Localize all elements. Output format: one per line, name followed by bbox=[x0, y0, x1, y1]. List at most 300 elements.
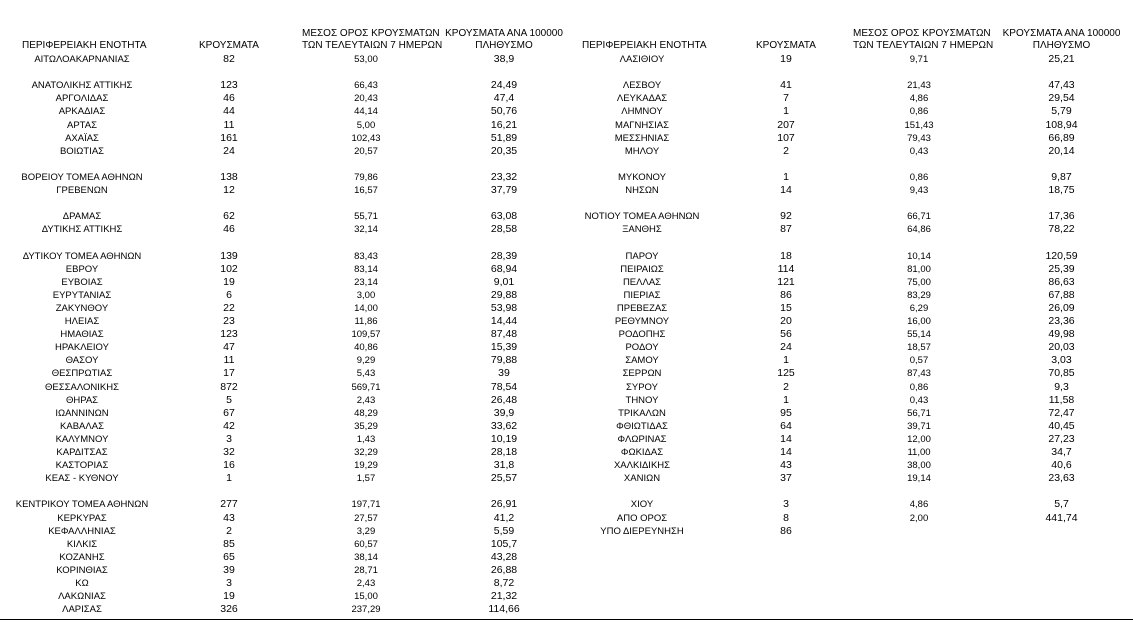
region-cell: ΠΑΡΟΥ bbox=[625, 250, 659, 262]
cases-cell: 95 bbox=[780, 406, 792, 419]
cases-cell: 14 bbox=[780, 432, 792, 445]
region-cell: ΛΑΚΩΝΙΑΣ bbox=[58, 591, 106, 603]
avg7-cell: 53,00 bbox=[354, 54, 378, 65]
cases-cell: 23 bbox=[223, 315, 235, 327]
per100k-cell: 29,54 bbox=[1048, 92, 1075, 105]
region-cell: ΥΠΟ ΔΙΕΡΕΥΝΗΣΗ bbox=[600, 525, 684, 537]
cases-cell: 46 bbox=[223, 223, 235, 236]
cases-cell: 24 bbox=[780, 341, 792, 354]
per100k-cell: 40,45 bbox=[1048, 419, 1075, 432]
table-row bbox=[0, 498, 560, 511]
table-row bbox=[560, 472, 1133, 485]
table-row bbox=[560, 132, 1133, 145]
table-row bbox=[560, 525, 1133, 538]
table-row bbox=[0, 433, 560, 446]
table-row bbox=[0, 223, 560, 236]
per100k-cell: 23,63 bbox=[1048, 472, 1075, 485]
region-cell: ΚΟΖΑΝΗΣ bbox=[59, 551, 105, 563]
table-row bbox=[560, 446, 1133, 459]
region-cell: ΛΑΡΙΣΑΣ bbox=[62, 604, 102, 616]
region-cell: ΣΕΡΡΩΝ bbox=[622, 368, 662, 380]
per100k-cell: 5,59 bbox=[493, 524, 515, 537]
table-row bbox=[560, 302, 1133, 315]
cases-cell: 161 bbox=[220, 131, 238, 144]
region-cell: ΘΕΣΣΑΛΟΝΙΚΗΣ bbox=[45, 381, 119, 393]
per100k-cell: 28,18 bbox=[490, 446, 518, 458]
per100k-cell: 10,19 bbox=[490, 432, 518, 445]
table-row bbox=[0, 171, 560, 184]
cases-cell: 65 bbox=[223, 550, 235, 563]
cases-cell: 138 bbox=[220, 170, 238, 183]
table-row bbox=[560, 250, 1133, 263]
cases-cell: 39 bbox=[223, 563, 235, 576]
table-row bbox=[560, 53, 1133, 66]
region-cell: ΔΥΤΙΚΟΥ ΤΟΜΕΑ ΑΘΗΝΩΝ bbox=[22, 250, 142, 262]
table-row bbox=[0, 263, 560, 276]
avg7-cell: 32,14 bbox=[354, 224, 378, 236]
table-row bbox=[560, 276, 1133, 289]
avg7-cell: 9,43 bbox=[909, 185, 929, 196]
cases-cell: 17 bbox=[223, 367, 235, 380]
table-row bbox=[0, 105, 560, 118]
cases-cell: 5 bbox=[226, 393, 232, 406]
avg7-cell: 11,86 bbox=[354, 316, 378, 327]
per100k-cell: 47,4 bbox=[493, 92, 515, 105]
cases-cell: 19 bbox=[223, 590, 235, 603]
region-cell: ΜΥΚΟΝΟΥ bbox=[618, 171, 666, 183]
avg7-cell: 5,00 bbox=[356, 119, 376, 131]
cases-cell: 139 bbox=[220, 249, 238, 262]
table-row bbox=[560, 92, 1133, 105]
per100k-cell: 28,39 bbox=[490, 249, 518, 262]
cases-cell: 16 bbox=[223, 459, 235, 472]
table-row bbox=[0, 394, 560, 407]
avg7-cell: 0,57 bbox=[909, 355, 929, 367]
avg7-cell: 12,00 bbox=[907, 433, 931, 445]
avg7-cell: 151,43 bbox=[904, 119, 934, 131]
per100k-cell: 39,9 bbox=[493, 406, 515, 419]
avg7-cell: 237,29 bbox=[351, 604, 381, 616]
table-row bbox=[0, 577, 560, 590]
table-row bbox=[0, 119, 560, 132]
region-cell: ΑΧΑΪΑΣ bbox=[65, 132, 99, 144]
region-cell: ΚΟΡΙΝΘΙΑΣ bbox=[56, 564, 108, 576]
per100k-cell: 8,72 bbox=[493, 577, 515, 589]
region-cell: ΘΗΡΑΣ bbox=[65, 394, 99, 406]
table-row bbox=[0, 53, 560, 66]
cases-cell: 8 bbox=[783, 511, 789, 524]
cases-cell: 1 bbox=[226, 472, 232, 485]
avg7-cell: 9,71 bbox=[909, 54, 929, 65]
region-cell: ΑΡΓΟΛΙΔΑΣ bbox=[55, 93, 109, 105]
table-row bbox=[0, 145, 560, 158]
region-cell: ΕΥΒΟΙΑΣ bbox=[61, 276, 103, 288]
avg7-cell: 10,14 bbox=[907, 250, 931, 262]
avg7-cell: 6,29 bbox=[909, 302, 929, 314]
per100k-cell: 24,49 bbox=[490, 79, 518, 92]
avg7-cell: 2,00 bbox=[909, 512, 929, 524]
table-row bbox=[0, 92, 560, 105]
region-cell: ΑΡΚΑΔΙΑΣ bbox=[58, 106, 106, 118]
cases-cell: 87 bbox=[780, 223, 792, 236]
cases-cell: 207 bbox=[777, 118, 795, 131]
cases-cell: 15 bbox=[780, 301, 792, 314]
cases-cell: 1 bbox=[783, 354, 789, 367]
per100k-cell: 87,48 bbox=[490, 328, 518, 341]
avg7-cell: 81,00 bbox=[907, 263, 931, 275]
region-cell: ΑΝΑΤΟΛΙΚΗΣ ΑΤΤΙΚΗΣ bbox=[31, 80, 133, 92]
region-cell: ΔΡΑΜΑΣ bbox=[62, 211, 102, 223]
per100k-cell: 47,43 bbox=[1048, 79, 1075, 92]
avg7-cell: 19,14 bbox=[907, 473, 931, 485]
cases-cell: 18 bbox=[780, 249, 792, 262]
region-cell: ΦΘΙΩΤΙΔΑΣ bbox=[616, 420, 668, 432]
region-cell: ΜΕΣΣΗΝΙΑΣ bbox=[614, 132, 670, 144]
avg7-cell: 27,57 bbox=[354, 512, 378, 524]
per100k-cell: 66,89 bbox=[1048, 131, 1075, 144]
table-row bbox=[560, 289, 1133, 302]
cases-cell: 86 bbox=[780, 288, 792, 301]
table-row bbox=[560, 119, 1133, 132]
cases-cell: 3 bbox=[226, 577, 232, 589]
per100k-cell: 120,59 bbox=[1045, 249, 1078, 262]
region-cell: ΕΥΡΥΤΑΝΙΑΣ bbox=[52, 289, 112, 301]
per100k-cell: 23,36 bbox=[1048, 315, 1075, 327]
header-per100k-line2: ΠΛΗΘΥΣΜΟ bbox=[1032, 40, 1091, 51]
avg7-cell: 83,29 bbox=[907, 289, 931, 301]
per100k-cell: 26,91 bbox=[490, 498, 518, 511]
avg7-cell: 3,00 bbox=[356, 289, 376, 301]
per100k-cell: 27,23 bbox=[1048, 432, 1075, 445]
avg7-cell: 40,86 bbox=[354, 342, 378, 354]
per100k-cell: 17,36 bbox=[1048, 210, 1075, 223]
table-row bbox=[560, 223, 1133, 236]
cases-cell: 20 bbox=[780, 315, 792, 327]
per100k-cell: 29,88 bbox=[490, 288, 518, 301]
table-row bbox=[0, 289, 560, 302]
cases-cell: 47 bbox=[223, 341, 235, 354]
per100k-cell: 50,76 bbox=[490, 105, 518, 118]
cases-cell: 121 bbox=[777, 275, 795, 288]
avg7-cell: 9,29 bbox=[356, 355, 376, 367]
avg7-cell: 55,14 bbox=[907, 329, 931, 341]
cases-cell: 14 bbox=[780, 184, 792, 196]
cases-cell: 123 bbox=[220, 79, 238, 92]
per100k-cell: 5,79 bbox=[1051, 105, 1072, 118]
avg7-cell: 4,86 bbox=[909, 93, 929, 105]
table-row bbox=[560, 420, 1133, 433]
table-row bbox=[560, 394, 1133, 407]
region-cell: ΡΟΔΟΠΗΣ bbox=[618, 329, 666, 341]
header-region: ΠΕΡΙΦΕΡΕΙΑΚΗ ΕΝΟΤΗΤΑ bbox=[22, 40, 147, 51]
avg7-cell: 102,43 bbox=[351, 132, 381, 144]
cases-cell: 82 bbox=[223, 53, 235, 65]
table-row bbox=[560, 105, 1133, 118]
avg7-cell: 64,86 bbox=[907, 224, 931, 236]
avg7-cell: 16,00 bbox=[907, 316, 931, 327]
per100k-cell: 78,54 bbox=[490, 380, 518, 393]
cases-cell: 43 bbox=[780, 459, 792, 472]
cases-cell: 11 bbox=[223, 354, 235, 367]
avg7-cell: 0,86 bbox=[909, 171, 929, 183]
avg7-cell: 1,57 bbox=[356, 473, 376, 485]
cases-cell: 6 bbox=[226, 288, 232, 301]
table-row bbox=[560, 328, 1133, 341]
per100k-cell: 108,94 bbox=[1045, 118, 1078, 131]
avg7-cell: 44,14 bbox=[354, 106, 378, 118]
table-row bbox=[0, 407, 560, 420]
region-cell: ΝΗΣΩΝ bbox=[625, 185, 659, 196]
cases-cell: 44 bbox=[223, 105, 235, 118]
per100k-cell: 9,87 bbox=[1051, 170, 1072, 183]
per100k-cell: 34,7 bbox=[1051, 446, 1072, 458]
per100k-cell: 68,94 bbox=[490, 262, 518, 275]
table-row bbox=[560, 184, 1133, 197]
per100k-cell: 49,98 bbox=[1048, 328, 1075, 341]
cases-cell: 3 bbox=[783, 498, 789, 511]
avg7-cell: 16,57 bbox=[354, 185, 378, 196]
cases-cell: 3 bbox=[226, 432, 232, 445]
header-per100k-line2: ΠΛΗΘΥΣΜΟ bbox=[475, 40, 533, 51]
table-row bbox=[0, 315, 560, 328]
per100k-cell: 15,39 bbox=[490, 341, 518, 354]
region-cell: ΘΑΣΟΥ bbox=[65, 355, 99, 367]
table-row bbox=[0, 590, 560, 603]
cases-cell: 56 bbox=[780, 328, 792, 341]
region-cell: ΛΕΣΒΟΥ bbox=[622, 80, 662, 92]
table-row bbox=[0, 328, 560, 341]
table-row bbox=[560, 367, 1133, 380]
table-row bbox=[0, 446, 560, 459]
avg7-cell: 35,29 bbox=[354, 420, 378, 432]
per100k-cell: 33,62 bbox=[490, 419, 518, 432]
region-cell: ΣΥΡΟΥ bbox=[626, 381, 658, 393]
table-row bbox=[0, 512, 560, 525]
region-cell: ΠΕΙΡΑΙΩΣ bbox=[620, 263, 664, 275]
table-row bbox=[0, 210, 560, 223]
per100k-cell: 5,7 bbox=[1054, 498, 1069, 511]
cases-cell: 2 bbox=[783, 380, 789, 393]
per100k-cell: 21,32 bbox=[490, 590, 518, 603]
avg7-cell: 66,43 bbox=[354, 80, 378, 92]
avg7-cell: 38,00 bbox=[907, 460, 931, 472]
header-region: ΠΕΡΙΦΕΡΕΙΑΚΗ ΕΝΟΤΗΤΑ bbox=[582, 40, 707, 51]
cases-cell: 42 bbox=[223, 419, 235, 432]
avg7-cell: 28,71 bbox=[354, 564, 378, 576]
region-cell: ΧΑΛΚΙΔΙΚΗΣ bbox=[613, 460, 671, 472]
region-cell: ΚΑΒΑΛΑΣ bbox=[60, 420, 104, 432]
header-cases: ΚΡΟΥΣΜΑΤΑ bbox=[199, 40, 259, 51]
avg7-cell: 0,43 bbox=[909, 394, 929, 406]
region-cell: ΠΡΕΒΕΖΑΣ bbox=[616, 302, 668, 314]
table-row bbox=[0, 250, 560, 263]
header-avg-line1: ΜΕΣΟΣ ΟΡΟΣ ΚΡΟΥΣΜΑΤΩΝ bbox=[853, 28, 991, 39]
region-cell: ΦΩΚΙΔΑΣ bbox=[620, 447, 664, 458]
per100k-cell: 26,48 bbox=[490, 393, 518, 406]
per100k-cell: 441,74 bbox=[1045, 511, 1078, 524]
avg7-cell: 75,00 bbox=[907, 276, 931, 288]
table-row bbox=[0, 459, 560, 472]
region-cell: ΓΡΕΒΕΝΩΝ bbox=[56, 185, 108, 196]
table-row bbox=[0, 132, 560, 145]
per100k-cell: 23,32 bbox=[490, 170, 518, 183]
table-row bbox=[560, 145, 1133, 158]
region-cell: ΛΗΜΝΟΥ bbox=[621, 106, 663, 118]
region-cell: ΑΠΟ ΟΡΟΣ bbox=[616, 512, 668, 524]
cases-cell: 64 bbox=[780, 419, 792, 432]
cases-cell: 86 bbox=[780, 524, 792, 537]
table-row bbox=[560, 512, 1133, 525]
per100k-cell: 78,22 bbox=[1048, 223, 1075, 236]
per100k-cell: 51,89 bbox=[490, 131, 518, 144]
avg7-cell: 569,71 bbox=[351, 381, 381, 393]
cases-cell: 114 bbox=[777, 262, 795, 275]
table-row bbox=[0, 603, 560, 616]
region-cell: ΤΗΝΟΥ bbox=[625, 394, 659, 406]
region-cell: ΦΛΩΡΙΝΑΣ bbox=[617, 433, 667, 445]
per100k-cell: 72,47 bbox=[1048, 406, 1075, 419]
table-bottom-border bbox=[0, 619, 1133, 620]
avg7-cell: 5,43 bbox=[356, 368, 376, 380]
per100k-cell: 63,08 bbox=[490, 210, 518, 223]
cases-cell: 2 bbox=[226, 524, 232, 537]
table-row bbox=[560, 381, 1133, 394]
avg7-cell: 0,43 bbox=[909, 145, 929, 157]
avg7-cell: 18,57 bbox=[907, 342, 931, 354]
header-avg-line2: ΤΩΝ ΤΕΛΕΥΤΑΙΩΝ 7 ΗΜΕΡΩΝ bbox=[302, 40, 443, 51]
cases-cell: 125 bbox=[777, 367, 795, 380]
header-per100k-line1: ΚΡΟΥΣΜΑΤΑ ΑΝΑ 100000 bbox=[445, 28, 563, 39]
table-row bbox=[560, 315, 1133, 328]
per100k-cell: 37,79 bbox=[490, 184, 518, 196]
cases-cell: 19 bbox=[223, 275, 235, 288]
cases-cell: 123 bbox=[220, 328, 238, 341]
region-cell: ΚΑΡΔΙΤΣΑΣ bbox=[56, 447, 108, 458]
region-cell: ΗΛΕΙΑΣ bbox=[64, 316, 100, 327]
table-row bbox=[0, 564, 560, 577]
per100k-cell: 39 bbox=[498, 367, 510, 380]
cases-cell: 872 bbox=[220, 380, 238, 393]
avg7-cell: 21,43 bbox=[907, 80, 931, 92]
cases-cell: 37 bbox=[780, 472, 792, 485]
region-cell: ΡΕΘΥΜΝΟΥ bbox=[614, 316, 670, 327]
region-cell: ΛΕΥΚΑΔΑΣ bbox=[616, 93, 668, 105]
per100k-cell: 40,6 bbox=[1051, 459, 1072, 472]
table-row bbox=[560, 407, 1133, 420]
region-cell: ΚΕΦΑΛΛΗΝΙΑΣ bbox=[48, 525, 116, 537]
cases-cell: 43 bbox=[223, 511, 235, 524]
table-row bbox=[0, 302, 560, 315]
avg7-cell: 55,71 bbox=[354, 211, 378, 223]
per100k-cell: 86,63 bbox=[1048, 275, 1075, 288]
avg7-cell: 87,43 bbox=[907, 368, 931, 380]
region-cell: ΑΡΤΑΣ bbox=[67, 119, 97, 131]
per100k-cell: 53,98 bbox=[490, 301, 518, 314]
region-cell: ΚΩ bbox=[75, 578, 89, 589]
table-row bbox=[0, 551, 560, 564]
avg7-cell: 0,86 bbox=[909, 381, 929, 393]
table-row bbox=[560, 79, 1133, 92]
table-row bbox=[0, 472, 560, 485]
region-cell: ΑΙΤΩΛΟΑΚΑΡΝΑΝΙΑΣ bbox=[34, 54, 130, 65]
region-cell: ΝΟΤΙΟΥ ΤΟΜΕΑ ΑΘΗΝΩΝ bbox=[584, 211, 700, 223]
header-avg-line1: ΜΕΣΟΣ ΟΡΟΣ ΚΡΟΥΣΜΑΤΩΝ bbox=[302, 28, 440, 39]
per100k-cell: 3,03 bbox=[1051, 354, 1072, 367]
per100k-cell: 20,14 bbox=[1048, 144, 1075, 157]
table-row bbox=[0, 354, 560, 367]
cases-cell: 67 bbox=[223, 406, 235, 419]
cases-cell: 7 bbox=[783, 92, 789, 105]
cases-cell: 107 bbox=[777, 131, 795, 144]
cases-cell: 24 bbox=[223, 144, 235, 157]
cases-cell: 102 bbox=[220, 262, 238, 275]
table-row bbox=[0, 525, 560, 538]
avg7-cell: 39,71 bbox=[907, 420, 931, 432]
region-cell: ΚΕΡΚΥΡΑΣ bbox=[57, 512, 107, 524]
per100k-cell: 11,58 bbox=[1048, 393, 1075, 406]
region-cell: ΧΑΝΙΩΝ bbox=[623, 473, 661, 485]
region-cell: ΘΕΣΠΡΩΤΙΑΣ bbox=[51, 368, 113, 380]
per100k-cell: 9,01 bbox=[493, 275, 515, 288]
cases-cell: 1 bbox=[783, 105, 789, 118]
region-cell: ΠΙΕΡΙΑΣ bbox=[623, 289, 661, 301]
table-row bbox=[0, 276, 560, 289]
region-cell: ΗΜΑΘΙΑΣ bbox=[60, 329, 104, 341]
region-cell: ΒΟΙΩΤΙΑΣ bbox=[59, 145, 105, 157]
table-row bbox=[560, 433, 1133, 446]
region-cell: ΚΕΑΣ - ΚΥΘΝΟΥ bbox=[45, 473, 119, 485]
cases-cell: 1 bbox=[783, 393, 789, 406]
avg7-cell: 38,14 bbox=[354, 551, 378, 563]
per100k-cell: 70,85 bbox=[1048, 367, 1075, 380]
cases-cell: 41 bbox=[780, 79, 792, 92]
cases-cell: 14 bbox=[780, 446, 792, 458]
region-cell: ΞΑΝΘΗΣ bbox=[622, 224, 662, 236]
table-row bbox=[0, 420, 560, 433]
region-cell: ΠΕΛΛΑΣ bbox=[622, 276, 662, 288]
per100k-cell: 43,28 bbox=[490, 550, 518, 563]
table-row bbox=[0, 341, 560, 354]
header-avg-line2: ΤΩΝ ΤΕΛΕΥΤΑΙΩΝ 7 ΗΜΕΡΩΝ bbox=[853, 40, 994, 51]
region-cell: ΔΥΤΙΚΗΣ ΑΤΤΙΚΗΣ bbox=[41, 224, 123, 236]
per100k-cell: 25,57 bbox=[490, 472, 518, 485]
per100k-cell: 26,09 bbox=[1048, 301, 1075, 314]
avg7-cell: 60,57 bbox=[354, 538, 378, 550]
avg7-cell: 4,86 bbox=[909, 499, 929, 511]
region-cell: ΚΑΛΥΜΝΟΥ bbox=[55, 433, 109, 445]
avg7-cell: 56,71 bbox=[907, 407, 931, 419]
table-row bbox=[560, 171, 1133, 184]
cases-cell: 92 bbox=[780, 210, 792, 223]
per100k-cell: 67,88 bbox=[1048, 288, 1075, 301]
table-row bbox=[0, 184, 560, 197]
cases-cell: 1 bbox=[783, 170, 789, 183]
cases-cell: 12 bbox=[223, 184, 235, 196]
region-cell: ΙΩΑΝΝΙΝΩΝ bbox=[55, 407, 109, 419]
region-cell: ΤΡΙΚΑΛΩΝ bbox=[618, 407, 666, 419]
table-row bbox=[560, 459, 1133, 472]
per100k-cell: 20,03 bbox=[1048, 341, 1075, 354]
avg7-cell: 2,43 bbox=[356, 578, 376, 589]
per100k-cell: 105,7 bbox=[490, 537, 518, 550]
region-cell: ΒΟΡΕΙΟΥ ΤΟΜΕΑ ΑΘΗΝΩΝ bbox=[21, 171, 143, 183]
avg7-cell: 79,86 bbox=[354, 171, 378, 183]
region-cell: ΕΒΡΟΥ bbox=[65, 263, 99, 275]
cases-cell: 326 bbox=[220, 603, 238, 616]
header-cases: ΚΡΟΥΣΜΑΤΑ bbox=[756, 40, 816, 51]
table-row bbox=[0, 79, 560, 92]
header-per100k-line1: ΚΡΟΥΣΜΑΤΑ ΑΝΑ 100000 bbox=[1002, 28, 1121, 39]
